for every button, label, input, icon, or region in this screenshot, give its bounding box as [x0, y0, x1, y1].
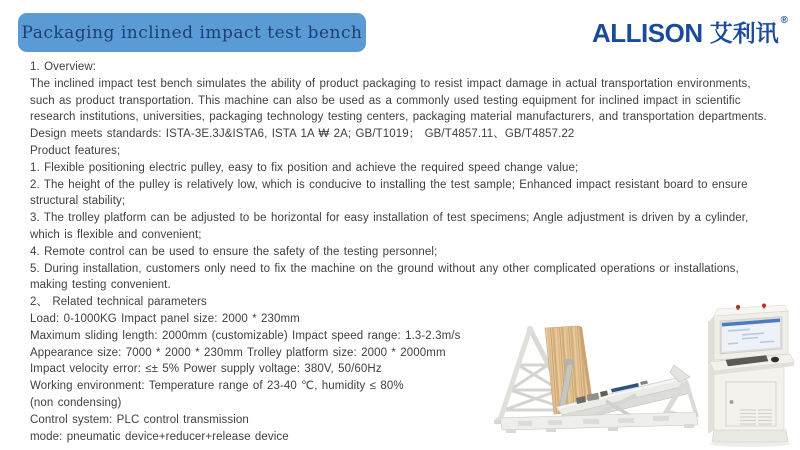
parameters-heading: 2、 Related technical parameters	[30, 296, 207, 309]
brand-name-chinese: 艾利讯	[709, 20, 779, 46]
feature-line: structural stability;	[30, 195, 126, 208]
brand-logo	[592, 15, 788, 48]
standards-line: Design meets standards: ISTA-3E.3J&ISTA6, ISTA 1A ₩ 2A; GB/T1019； GB/T4857.11、GB/T4857.22	[30, 128, 575, 141]
param-mode: mode: pneumatic device+reducer+release device	[30, 430, 289, 443]
cabinet-plinth	[712, 430, 788, 442]
feature-line: 2. The height of the pulley is relatively low, which is conducive to installing the test sample; Enhanced impact resistant board to ensure	[30, 178, 748, 191]
title-banner	[18, 13, 366, 52]
overview-heading: 1. Overview:	[30, 61, 97, 73]
param-load-panel: Load: 0-1000KG Impact panel size: 2000 * 230mm	[30, 312, 300, 325]
cabinet-door	[726, 382, 776, 426]
param-control-system: Control system: PLC control transmission	[30, 413, 249, 426]
console-side	[708, 316, 714, 366]
param-environment: Working environment: Temperature range of 23-40 ℃, humidity ≤ 80%	[30, 380, 404, 393]
overview-line: such as product transportation. This machine can also be used as a commonly used testing equipment for inclined impact in scientific	[30, 94, 741, 107]
feature-line: 3. The trolley platform can be adjusted to be horizontal for easy installation of test specimens; Angle adjustment is driven by a cylinder,	[30, 212, 749, 225]
param-error-voltage: Impact velocity error: ≤± 5% Power supply voltage: 380V, 50/60Hz	[30, 363, 382, 376]
registered-trademark-icon: ®	[780, 15, 788, 26]
feature-line: making testing convenient.	[30, 279, 171, 292]
indicator-light	[736, 305, 740, 309]
test-bench-photo	[488, 315, 713, 440]
cabinet-side	[708, 360, 714, 434]
brand-name-latin: ALLISON	[592, 18, 703, 48]
feature-line: 4. Remote control can be used to ensure the safety of the testing personnel;	[30, 245, 438, 258]
param-size: Appearance size: 7000 * 2000 * 230mm Trolley platform size: 2000 * 2000mm	[30, 346, 446, 359]
page-title: Packaging inclined impact test bench	[21, 22, 363, 43]
feature-line: 5. During installation, customers only need to fix the machine on the ground without any other complicated operations or installations,	[30, 262, 739, 275]
param-environment-2: (non condensing)	[30, 396, 122, 409]
indicator-light	[762, 304, 766, 308]
monitor-screen	[722, 319, 780, 353]
overview-line: The inclined impact test bench simulates the ability of product packaging to resist impact damage in actual transportation environments,	[30, 77, 751, 90]
features-heading: Product features;	[30, 144, 121, 157]
door-lock	[730, 400, 734, 404]
feature-line: 1. Flexible positioning electric pulley, easy to fix position and achieve the required speed change value;	[30, 161, 579, 174]
feature-line: which is flexible and convenient;	[30, 228, 202, 241]
base-frame	[500, 412, 698, 433]
overview-line: research institutions, universities, packaging technology testing centers, packaging material manufacturers, and transportation departments.	[30, 111, 767, 124]
param-sliding-speed: Maximum sliding length: 2000mm (customizable) Impact speed range: 1.3-2.3m/s	[30, 329, 461, 342]
control-cabinet-photo	[698, 296, 798, 448]
mouse	[771, 357, 779, 363]
